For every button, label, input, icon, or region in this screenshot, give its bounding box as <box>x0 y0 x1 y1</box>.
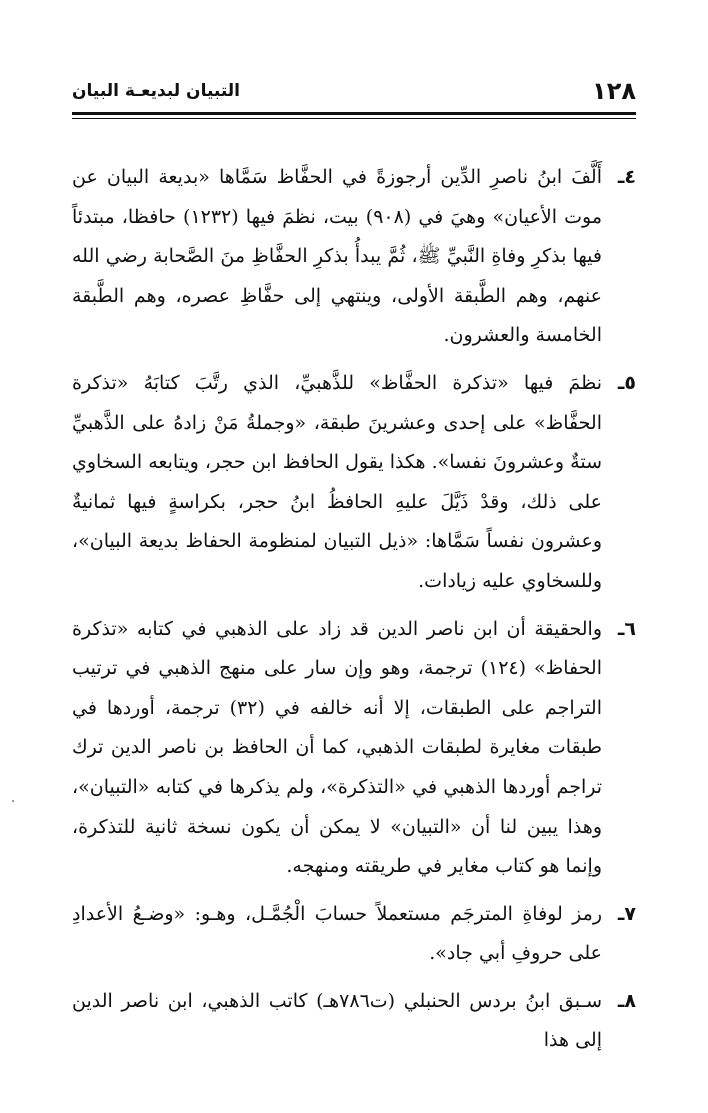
notes-body <box>72 158 636 1069</box>
page-number: ١٢٨ <box>592 77 636 105</box>
header-rule-thick <box>72 112 636 115</box>
note-item-7 <box>72 895 636 974</box>
note-item-5 <box>72 364 636 602</box>
note-text: أَلَّفَ ابنُ ناصرِ الدِّين أرجوزةً في الحفَّاظ سَمَّاها «بديعة البيان عن موت الأعيان» وهيَ في (٩٠٨) بيت، نظمَ فيها (١٢٣٢) حافظا، مبتدئاً فيها بذكرِ وفاةِ النَّبيِّ ﷺ، ثُمَّ يبدأُ بذكرِ الحفَّاظِ منَ الصَّحابة رضي الله عنهم، وهم الطَّبقة الأولى، وينتهي إلى حفَّاظِ عصره، وهم الطَّبقة الخامسة والعشرون. <box>72 166 603 347</box>
note-number: ٦ـ <box>617 617 636 640</box>
note-text: والحقيقة أن ابن ناصر الدين قد زاد على الذهبي في كتابه «تذكرة الحفاظ» (١٢٤) ترجمة، وهو وإن سار على منهج الذهبي في ترتيب التراجم على الطبقات، إلا أنه خالفه في (٣٢) ترجمة، أوردها في طبقات مغايرة لطبقات الذهبي، كما أن الحافظ بن ناصر الدين ترك تراجم أوردها الذهبي في «التذكرة»، ولم يذكرها في كتابه «التبيان»، وهذا يبين لنا أن «التبيان» لا يمكن أن يكون نسخة ثانية للتذكرة، وإنما هو كتاب مغاير في طريقته ومنهجه. <box>72 617 602 878</box>
note-number: ٤ـ <box>617 166 636 188</box>
note-text: سـبق ابنُ بردس الحنبلي (ت٧٨٦هـ) كاتب الذهبي، ابن ناصر الدين إلى هذا <box>72 989 602 1052</box>
running-title: التبيان لبديعـة البيان <box>72 81 240 101</box>
header-rule-thin <box>72 118 636 119</box>
note-number: ٥ـ <box>617 371 636 394</box>
note-number: ٧ـ <box>617 902 636 925</box>
note-text: رمز لوفاةِ المترجَم مستعملاً حسابَ الْجُمَّـل، وهـو: «وضـعُ الأعدادِ على حروفِ أبي جاد». <box>72 902 602 965</box>
note-item-6 <box>72 610 636 887</box>
page-header <box>72 74 636 108</box>
margin-speck <box>12 800 14 802</box>
note-item-4 <box>72 158 636 356</box>
note-number: ٨ـ <box>617 989 636 1012</box>
note-text: نظمَ فيها «تذكرة الحفَّاظ» للذَّهبيِّ، الذي رتَّبَ كتابَهُ «تذكرة الحفَّاظ» على إحدى وعشرينَ طبقة، «وجملةُ مَنْ زادهُ على الذَّهبيِّ ستةٌ وعشرونَ نفسا». هكذا يقول الحافظ ابن حجر، ويتابعه السخاوي على ذلك، وقدْ ذَيَّلَ عليهِ الحافظُ ابنُ حجر، بكراسةٍ فيها ثمانيةٌ وعشرون نفساً سَمَّاها: «ذيل التبيان لمنظومة الحفاظ بديعة البيان»، وللسخاوي عليه زيادات. <box>72 371 602 592</box>
note-item-8 <box>72 982 636 1061</box>
